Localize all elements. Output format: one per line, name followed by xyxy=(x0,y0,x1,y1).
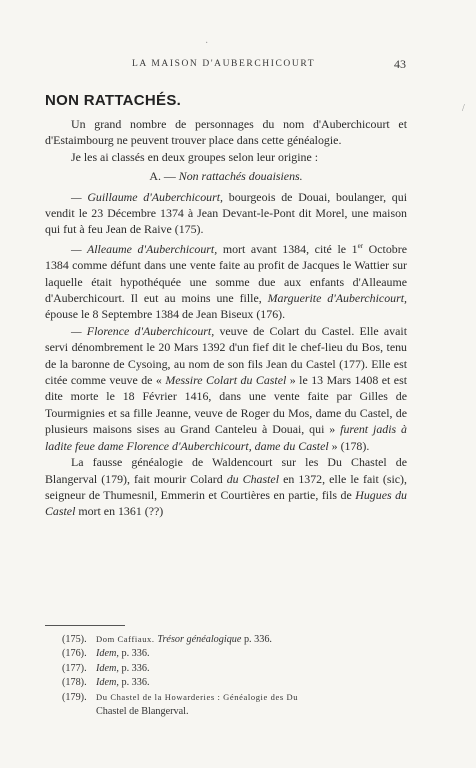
subheading-prefix: A. — xyxy=(149,169,179,184)
paragraph-text: en 1372, elle le fait (sic), seigneur de Thumesnil, Emmerin et Courtières en partie, fils de xyxy=(45,471,407,502)
footnote-italic: Idem, xyxy=(96,662,119,674)
footnote-number: (179). xyxy=(62,692,87,704)
running-title: LA MAISON D'AUBERCHICOURT xyxy=(132,59,316,69)
italic-name: du Chastel xyxy=(226,471,280,486)
footnote-number: (176). xyxy=(62,648,87,660)
person-name: — Alleaume d'Auberchicourt, xyxy=(71,241,218,256)
italic-name: Hugues du Castel xyxy=(45,487,407,519)
paragraph-groups: Je les ai classés en deux groupes selon leur origine : xyxy=(71,149,318,164)
person-name: — Guillaume d'Auberchicourt, xyxy=(71,189,224,204)
page-number: 43 xyxy=(394,57,406,71)
paragraph-text: épouse le 8 Septembre 1384 de Jean Biseux (176). xyxy=(45,307,286,322)
footnote-number: (175). xyxy=(62,634,87,645)
body-text xyxy=(45,116,407,520)
subheading xyxy=(45,168,407,184)
footnote-text: p. 336. xyxy=(118,648,150,660)
footnote-author: Dom Caffiaux. xyxy=(96,634,158,644)
footnote-italic: Idem, xyxy=(96,676,119,688)
paragraph-text: » le 13 Mars 1408 et est dite morte le 18 Février 1416, dans une vente faite par Gilles de Tourmignies et sa fille Jeanne, veuve de Roger du Mos, dame du Castel, de plusieurs maisons sises au Grand Canteleu à Douai, qui » xyxy=(45,373,407,437)
paragraph-text: mort avant 1384, cité le 1 xyxy=(217,241,358,256)
footnote-italic: Trésor généalogique xyxy=(157,634,242,645)
footnote-author: Du Chastel de la Howarderies : Généalogie des Du xyxy=(96,692,299,703)
paragraph-text: » (178). xyxy=(328,438,370,453)
paragraph-text: Octobre 1384 comme défunt dans une vente faite au profit de Jacques le Wattier sur laquelle était hypothéquée une somme due aux enfants d'Alleaume d'Auberchicourt. Il eut au moins une fille, xyxy=(45,241,407,306)
footnote xyxy=(62,647,402,661)
footnote-continuation: Chastel de Blangerval. xyxy=(96,706,189,718)
footnote xyxy=(62,662,402,676)
footnote xyxy=(62,676,402,690)
footnote-text: p. 336. xyxy=(118,662,150,674)
footnote-text: p. 336. xyxy=(118,676,150,688)
section-title: NON RATTACHÉS. xyxy=(45,92,182,109)
page-speck: / xyxy=(462,103,465,114)
paragraph-text: mort en 1361 (??) xyxy=(75,504,164,519)
paragraph-intro: Un grand nombre de personnages du nom d'Auberchicourt et d'Estaimbourg ne peuvent trouver place dans cette généalogie. xyxy=(45,117,407,148)
footnote-italic: Idem, xyxy=(96,648,119,660)
paragraph-guillaume xyxy=(45,189,407,238)
paragraph-text: La fausse généalogie de Waldencourt sur les Du Chastel de Blangerval (179), fait mourir Colard xyxy=(45,455,407,486)
footnote xyxy=(62,690,402,720)
person-name: Marguerite d'Auberchicourt, xyxy=(267,291,407,306)
paragraph-waldencourt xyxy=(45,454,407,520)
running-head xyxy=(0,59,476,75)
superscript: er xyxy=(357,241,364,250)
person-name: — Florence d'Auberchicourt, xyxy=(71,323,215,338)
quoted-italic: Messire Colart du Castel xyxy=(165,373,287,388)
paragraph-text: veuve de Colart du Castel. Elle avait servi dénombrement le 20 Mars 1392 d'un fief dit le chef-lieu du Bos, tenu de la baronne de Cysoing, au nom de son fils Jean du Castel (177). Elle est citée comme veuve de « xyxy=(45,323,408,388)
footnote-number: (178). xyxy=(62,676,87,688)
paragraph-alleaume xyxy=(45,238,407,323)
quoted-italic: furent jadis à ladite feue dame Florence d'Auberchicourt, dame du Castel xyxy=(45,422,407,453)
footnotes xyxy=(62,632,402,720)
footnote-number: (177). xyxy=(62,662,87,674)
paragraph-text: bourgeois de Douai, boulanger, qui vendit le 23 Décembre 1374 à Jean Devant-le-Pont dit Morel, une maison qui fut à feu Jean de Raive (175). xyxy=(45,189,407,237)
footnote-divider xyxy=(45,625,125,626)
page-speck: · xyxy=(205,38,209,49)
paragraph-florence xyxy=(45,323,407,454)
subheading-italic: Non rattachés douaisiens. xyxy=(178,169,303,184)
footnote xyxy=(62,632,402,647)
footnote-text: p. 336. xyxy=(241,634,272,645)
